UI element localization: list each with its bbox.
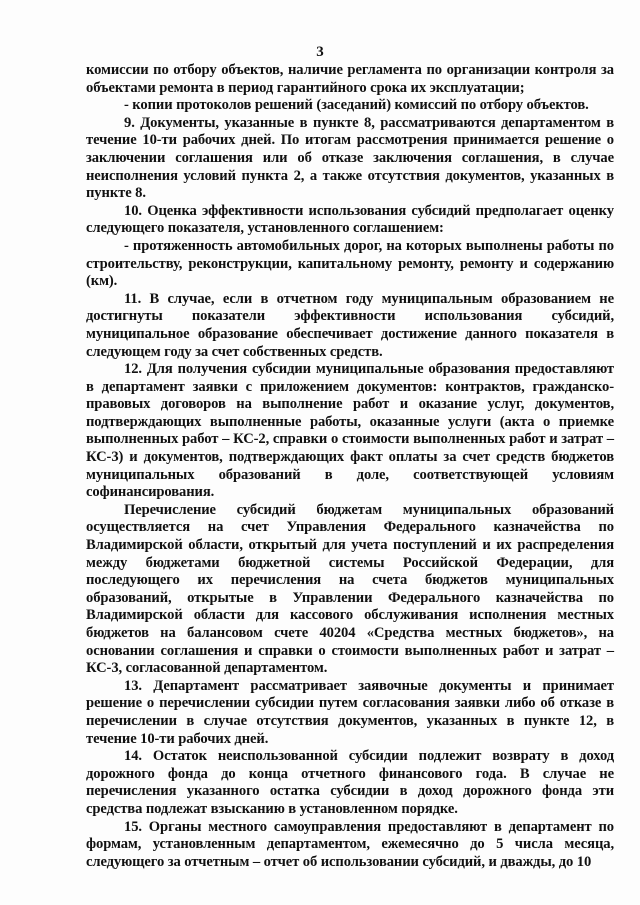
page-number: 3 [316, 44, 324, 60]
paragraph-item-11: 11. В случае, если в отчетном году муниципальным образованием не достигнуты показатели эффективности использования субсидий, муниципальное образование обеспечивает достижение данного показателя в следующем году за счет собственных средств. [86, 290, 614, 360]
paragraph-protocol-copies: - копии протоколов решений (заседаний) комиссий по отбору объектов. [124, 97, 589, 114]
paragraph-item-12: 12. Для получения субсидии муниципальные образования предоставляют в департамент заявки с приложением документов: контрактов, гражданско-правовых договоров на выполнение работ и оказание услуг, документов, подтверждающих выполненные работы, оказанные услуги (акта о приемке выполненных работ – КС-2, справки о стоимости выполненных работ и затрат – КС-3) и документов, подтверждающих факт оплаты за счет средств бюджетов муниципальных образований в доле, соответствующей условиям софинансирования. [86, 361, 614, 501]
paragraph-road-length: - протяженность автомобильных дорог, на которых выполнены работы по строительству, реконструкции, капитальному ремонту, ремонту и содержанию (км). [86, 237, 614, 290]
paragraph-item-9: 9. Документы, указанные в пункте 8, рассматриваются департаментом в течение 10-ти рабочих дней. По итогам рассмотрения принимается решение о заключении соглашения или об отказе заключения соглашения, в случае неисполнения условий пункта 2, а также отсутствия документов, указанных в пункте 8. [86, 114, 614, 202]
paragraph-subsidy-transfer: Перечисление субсидий бюджетам муниципальных образований осуществляется на счет Управления Федерального казначейства по Владимирской области, открытый для учета поступлений и их распределения между бюджетами бюджетной системы Российской Федерации, для последующего их перечисления на счета бюджетов муниципальных образований, открытые в Управлении Федерального казначейства по Владимирской области для кассового обслуживания исполнения местных бюджетов на балансовом счете 40204 «Средства местных бюджетов», на основании соглашения и справки о стоимости выполненных работ и затрат – КС-3, согласованной департаментом. [86, 501, 614, 677]
paragraph-item-14: 14. Остаток неиспользованной субсидии подлежит возврату в доход дорожного фонда до конца отчетного финансового года. В случае не перечисления указанного остатка субсидии в доход дорожного фонда эти средства подлежат взысканию в установленном порядке. [86, 748, 614, 817]
paragraph-continuation: комиссии по отбору объектов, наличие регламента по организации контроля за объектами ремонта в период гарантийного срока их эксплуатации; [86, 62, 614, 96]
paragraph-item-10: 10. Оценка эффективности использования субсидий предполагает оценку следующего показателя, установленного соглашением: [86, 202, 614, 237]
document-body [86, 62, 614, 871]
paragraph-item-13: 13. Департамент рассматривает заявочные документы и принимает решение о перечислении субсидии путем согласования заявки либо об отказе в перечислении в случае отсутствия документов, указанных в пункте 12, в течение 10-ти рабочих дней. [86, 677, 614, 747]
paragraph-item-15: 15. Органы местного самоуправления предоставляют в департамент по формам, установленным департаментом, ежемесячно до 5 числа месяца, следующего за отчетным – отчет об использовании субсидий, и дважды, до 10 [86, 818, 614, 870]
